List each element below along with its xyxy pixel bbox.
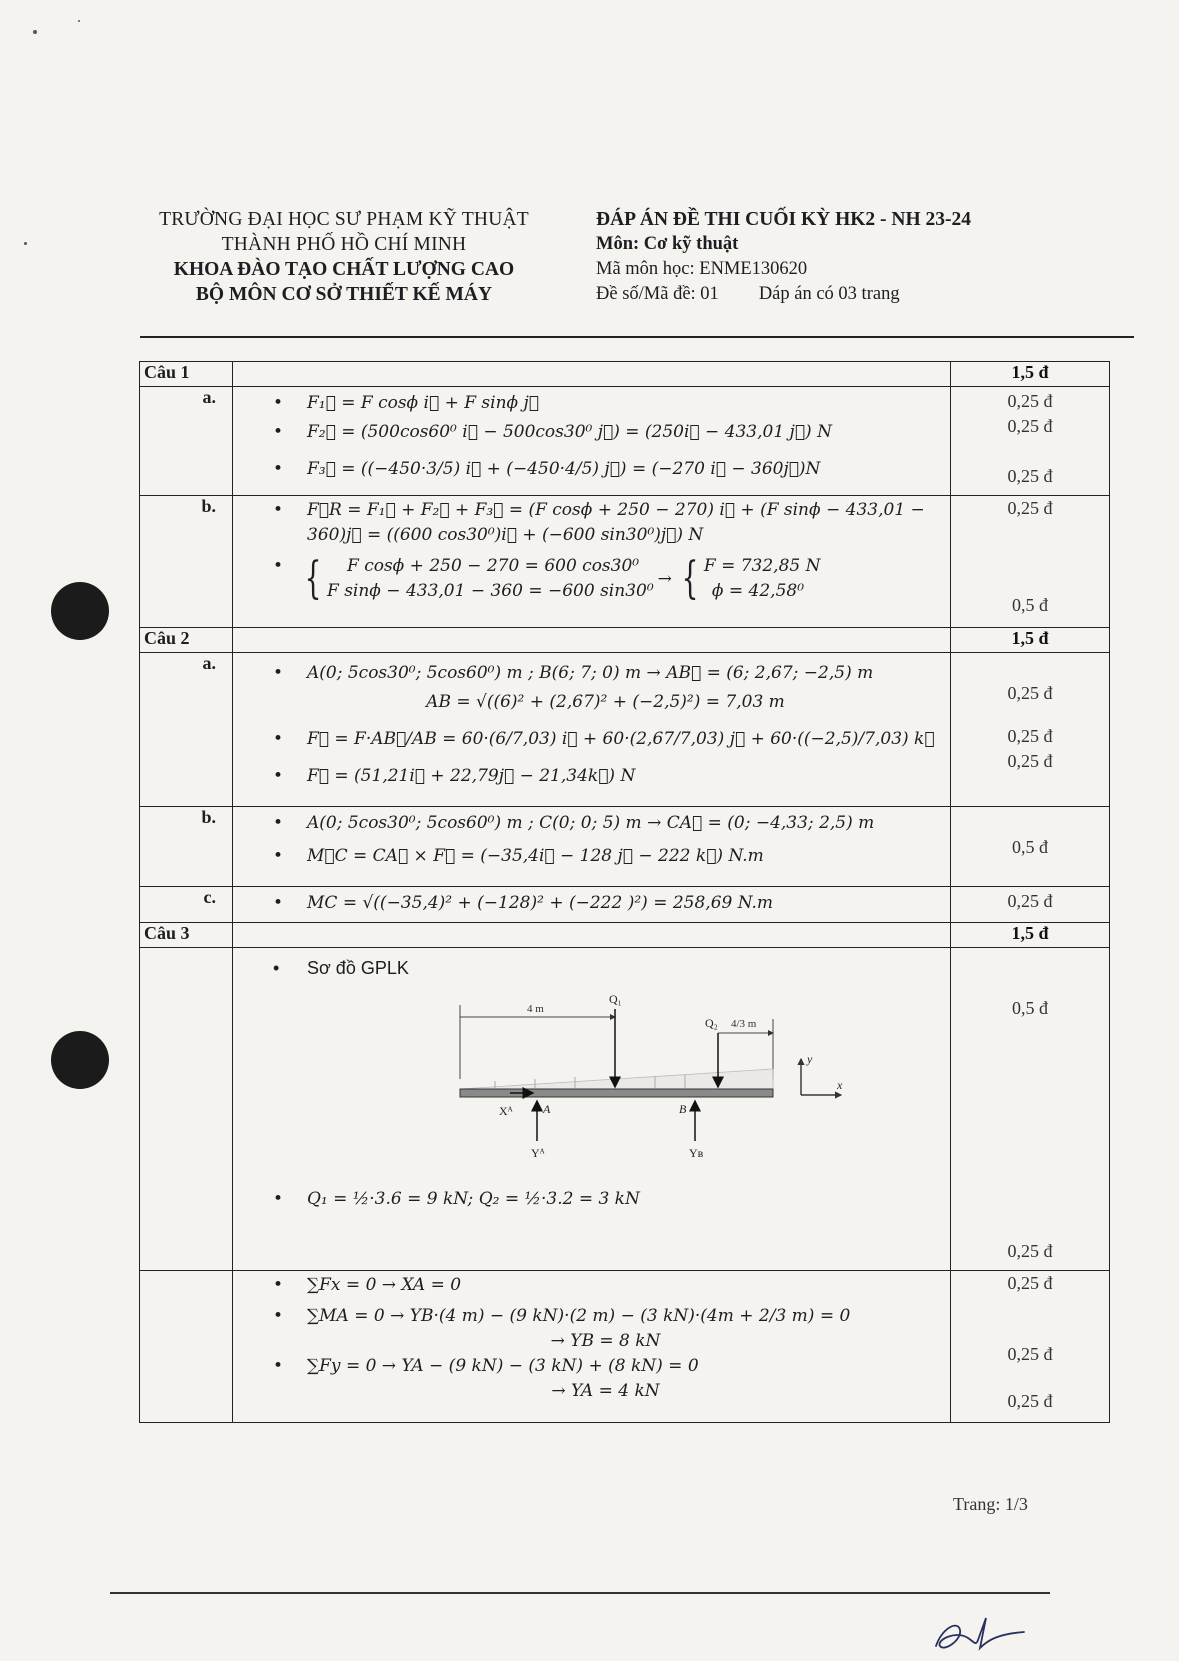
q3-eq-fy: • ∑Fy = 0 → YA − (9 kN) − (3 kN) + (8 kN) = 0 <box>269 1354 942 1379</box>
q1b-result-f: F = 732,85 N <box>703 556 821 576</box>
punch-hole-top <box>51 582 109 640</box>
page-count: Dáp án có 03 trang <box>758 284 900 304</box>
dim-43m-label: 4/3 m <box>731 1018 757 1030</box>
q2a-point2: 0,25 đ <box>1007 726 1053 746</box>
q1-label: Câu 1 <box>140 362 233 387</box>
answer-table <box>139 361 1110 1423</box>
q1b-system: • { F cosϕ + 250 − 270 = 600 cos30⁰ F sinϕ − 433,01 − 360 = −600 sin30⁰ → { F = 732,85 N ϕ = 42,58⁰ <box>269 554 942 604</box>
q1a-line2: • F₂⃗ = (500cos60⁰ i⃗ − 500cos30⁰ j⃗) = (250i⃗ − 433,01 j⃗) N <box>269 420 942 445</box>
q1a-point2: 0,25 đ <box>1007 416 1053 436</box>
header-divider <box>140 336 1134 338</box>
q3-total: 1,5 đ <box>951 923 1110 948</box>
q1b-point2: 0,5 đ <box>1012 595 1048 615</box>
q3-eq-ma-result: → YB = 8 kN <box>550 1331 661 1351</box>
scan-speck <box>24 242 27 245</box>
q2a-point1: 0,25 đ <box>1007 683 1053 703</box>
scan-speck <box>78 20 80 22</box>
q1b-line1: • F⃗R = F₁⃗ + F₂⃗ + F₃⃗ = (F cosϕ + 250 − 270) i⃗ + (F sinϕ − 433,01 − <box>269 498 942 523</box>
exam-number: Đề số/Mã đề: 01 <box>596 284 719 304</box>
q1b-line1-cont: 360)j⃗ = ((600 cos30⁰)i⃗ + (−600 sin30⁰)j⃗) N <box>307 525 704 545</box>
scan-speck <box>33 30 37 34</box>
q2-header-row <box>140 628 1110 653</box>
q1a-point3: 0,25 đ <box>1007 466 1053 486</box>
q3-eq-fx: • ∑Fx = 0 → XA = 0 <box>269 1273 942 1298</box>
yb-label: Yʙ <box>689 1146 704 1160</box>
ya-label: Yᴬ <box>531 1146 545 1160</box>
q1b-point1: 0,25 đ <box>1007 498 1053 518</box>
q2b-label: b. <box>140 807 233 887</box>
q2c-line1: • MC = √((−35,4)² + (−128)² + (−222 )²) = 258,69 N.m <box>269 891 942 916</box>
q1b-row <box>140 496 1110 628</box>
q2a-line1: • A(0; 5cos30⁰; 5cos60⁰) m ; B(6; 7; 0) m → AB⃗ = (6; 2,67; −2,5) m <box>269 661 942 686</box>
point-b-label: B <box>679 1102 687 1116</box>
distributed-load <box>460 1069 773 1089</box>
q2c-point1: 0,25 đ <box>1007 891 1053 911</box>
page-number: Trang: 1/3 <box>953 1494 1028 1514</box>
beam <box>460 1089 773 1097</box>
q2a-row <box>140 653 1110 807</box>
city-name: THÀNH PHỐ HỒ CHÍ MINH <box>221 234 467 255</box>
q2b-row <box>140 807 1110 887</box>
q3-eq-point1: 0,25 đ <box>1007 1273 1053 1293</box>
university-name: TRƯỜNG ĐẠI HỌC SƯ PHẠM KỸ THUẬT <box>159 209 529 230</box>
q3-eq-fy-result: → YA = 4 kN <box>551 1381 660 1401</box>
punch-hole-bottom <box>51 1031 109 1089</box>
q2a-line1-cont: AB = √((6)² + (2,67)² + (−2,5)²) = 7,03 m <box>426 692 785 712</box>
q1-total: 1,5 đ <box>951 362 1110 387</box>
free-body-diagram-svg <box>455 991 915 1161</box>
q2b-point1: 0,5 đ <box>1012 837 1048 857</box>
q3-fbd-point: 0,5 đ <box>1012 998 1048 1018</box>
subject: Môn: Cơ kỹ thuật <box>596 234 739 254</box>
q2b-line1: • A(0; 5cos30⁰; 5cos60⁰) m ; C(0; 0; 5) m → CA⃗ = (0; −4,33; 2,5) m <box>269 811 942 836</box>
q3-eq-ma: • ∑MA = 0 → YB·(4 m) − (9 kN)·(2 m) − (3 kN)·(4m + 2/3 m) = 0 <box>269 1304 942 1329</box>
q1b-eq1: F cosϕ + 250 − 270 = 600 cos30⁰ <box>347 556 640 576</box>
exam-number-line <box>596 282 1066 307</box>
q3-eq-point2: 0,25 đ <box>1007 1344 1053 1364</box>
header-exam-info <box>596 207 1066 307</box>
q2a-line2: • F⃗ = F·AB⃗/AB = 60·(6/7,03) i⃗ + 60·(2,67/7,03) j⃗ + 60·((−2,5)/7,03) k⃗ <box>269 727 942 752</box>
exam-title: ĐÁP ÁN ĐỀ THI CUỐI KỲ HK2 - NH 23-24 <box>596 209 972 230</box>
q2-label: Q₂ <box>705 1016 718 1030</box>
header-institution <box>118 207 570 307</box>
xa-label: Xᴬ <box>499 1104 513 1118</box>
q2b-line2: • M⃗C = CA⃗ × F⃗ = (−35,4i⃗ − 128 j⃗ − 222 k⃗) N.m <box>269 844 942 869</box>
q1a-line1: • F₁⃗ = F cosϕ i⃗ + F sinϕ j⃗ <box>269 391 942 416</box>
q3-eq-point3: 0,25 đ <box>1007 1391 1053 1411</box>
free-body-diagram <box>455 991 915 1161</box>
signature <box>928 1612 1028 1657</box>
q3-equilibrium-row <box>140 1271 1110 1423</box>
q2-label: Câu 2 <box>140 628 233 653</box>
q2a-line3: • F⃗ = (51,21i⃗ + 22,79j⃗ − 21,34k⃗) N <box>269 764 942 789</box>
q1b-label: b. <box>140 496 233 628</box>
q1a-label: a. <box>140 387 233 496</box>
q3-loads: • Q₁ = ½·3.6 = 9 kN; Q₂ = ½·3.2 = 3 kN <box>269 1187 942 1212</box>
department-name: BỘ MÔN CƠ SỞ THIẾT KẾ MÁY <box>195 284 493 305</box>
q1b-eq2: F sinϕ − 433,01 − 360 = −600 sin30⁰ <box>327 581 654 601</box>
q2c-label: c. <box>140 887 233 923</box>
q3-label: Câu 3 <box>140 923 233 948</box>
q3-fbd-row <box>140 948 1110 1271</box>
q3-loads-point: 0,25 đ <box>1007 1241 1053 1261</box>
course-code: Mã môn học: ENME130620 <box>596 259 808 279</box>
q1a-row <box>140 387 1110 496</box>
q2a-point3: 0,25 đ <box>1007 751 1053 771</box>
q3-fbd-title: • Sơ đồ GPLK <box>269 956 942 981</box>
axis-x-label: x <box>837 1078 843 1092</box>
q1b-result-phi: ϕ = 42,58⁰ <box>711 581 805 601</box>
q1-label: Q₁ <box>609 992 622 1006</box>
q2a-label: a. <box>140 653 233 807</box>
axis-y-label: y <box>807 1052 813 1066</box>
q2c-row <box>140 887 1110 923</box>
faculty-name: KHOA ĐÀO TẠO CHẤT LƯỢNG CAO <box>173 259 515 280</box>
q3-header-row <box>140 923 1110 948</box>
q2-total: 1,5 đ <box>951 628 1110 653</box>
q1-header-row <box>140 362 1110 387</box>
dim-4m-label: 4 m <box>527 1003 544 1015</box>
footer-rule <box>110 1592 1050 1594</box>
q1a-point1: 0,25 đ <box>1007 391 1053 411</box>
q1a-line3: • F₃⃗ = ((−450·3/5) i⃗ + (−450·4/5) j⃗) = (−270 i⃗ − 360j⃗)N <box>269 457 942 482</box>
point-a-label: A <box>543 1102 551 1116</box>
